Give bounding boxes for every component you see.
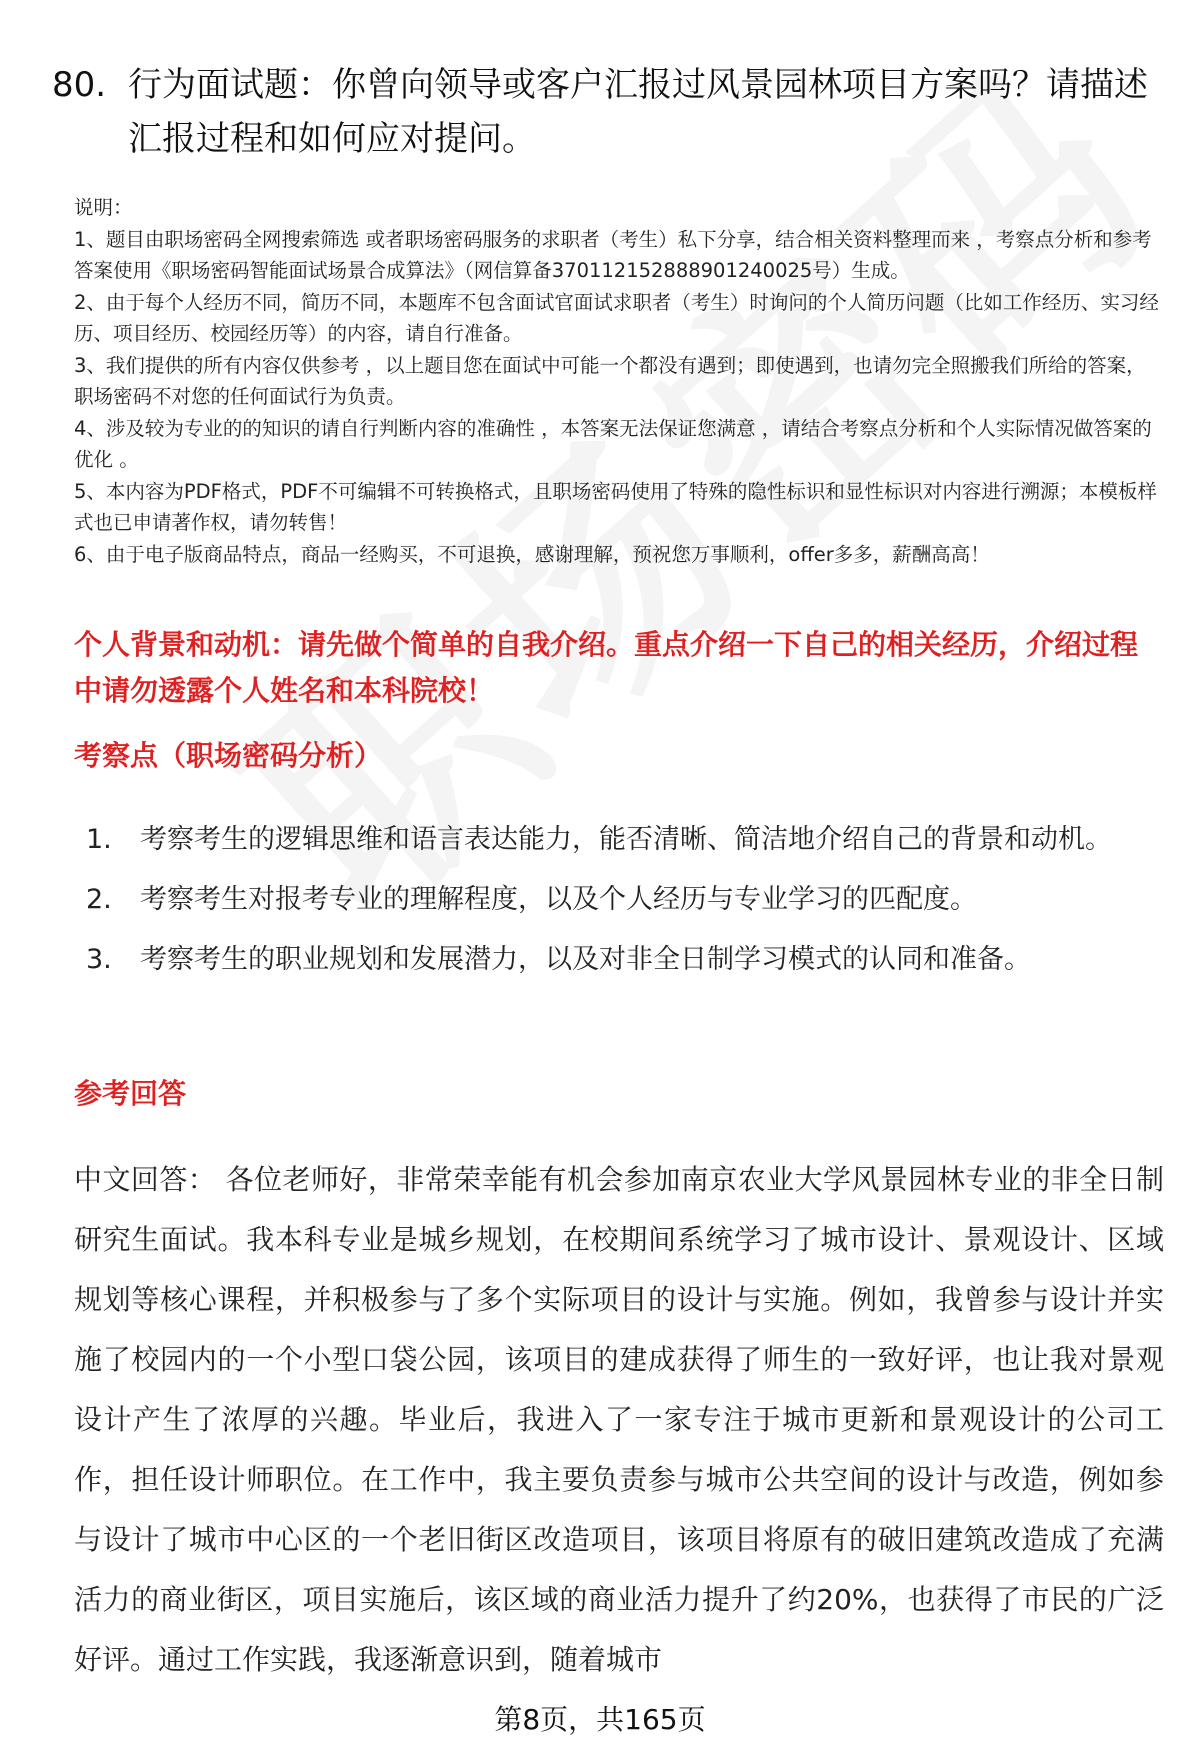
question-text: 行为面试题：你曾向领导或客户汇报过风景园林项目方案吗？请描述汇报过程和如何应对提问。	[128, 65, 1148, 159]
list-item	[74, 930, 1164, 990]
background-heading: 个人背景和动机：请先做个简单的自我介绍。重点介绍一下自己的相关经历，介绍过程中请勿透露个人姓名和本科院校！	[74, 628, 1139, 707]
notes-heading: 说明：	[74, 196, 133, 219]
question-title	[52, 58, 1152, 166]
reference-heading: 参考回答	[74, 1077, 187, 1110]
list-item-text: 考察考生的职业规划和发展潜力，以及对非全日制学习模式的认同和准备。	[140, 944, 1031, 975]
note-item: 1、题目由职场密码全网搜索筛选 或者职场密码服务的求职者（考生）私下分享，结合相关资料整理而来 ，考察点分析和参考答案使用《职场密码智能面试场景合成算法》（网信算备370112152888901240025号）生成。	[74, 227, 1152, 282]
list-item-number: 3.	[86, 944, 112, 975]
assessment-points	[74, 810, 1164, 990]
question-number: 80.	[52, 65, 107, 105]
list-item-text: 考察考生的逻辑思维和语言表达能力，能否清晰、简洁地介绍自己的背景和动机。	[140, 824, 1112, 855]
assessment-heading: 考察点（职场密码分析）	[74, 739, 383, 772]
list-item-number: 1.	[86, 824, 112, 855]
list-item	[74, 810, 1164, 870]
list-item-number: 2.	[86, 884, 112, 915]
list-item	[74, 870, 1164, 930]
notes-section	[74, 192, 1164, 570]
note-item: 5、本内容为PDF格式，PDF不可编辑不可转换格式，且职场密码使用了特殊的隐性标识和显性标识对内容进行溯源；本模板样式也已申请著作权，请勿转售！	[74, 479, 1157, 534]
note-item: 3、我们提供的所有内容仅供参考 ，以上题目您在面试中可能一个都没有遇到；即使遇到，也请勿完全照搬我们所给的答案，职场密码不对您的任何面试行为负责。	[74, 353, 1146, 408]
list-item-text: 考察考生对报考专业的理解程度，以及个人经历与专业学习的匹配度。	[140, 884, 977, 915]
note-item: 6、由于电子版商品特点，商品一经购买，不可退换，感谢理解，预祝您万事顺利，offer多多，薪酬高高！	[74, 542, 990, 566]
reference-answer: 中文回答： 各位老师好，非常荣幸能有机会参加南京农业大学风景园林专业的非全日制研究生面试。我本科专业是城乡规划，在校期间系统学习了城市设计、景观设计、区域规划等核心课程，并积极参与了多个实际项目的设计与实施。例如，我曾参与设计并实施了校园内的一个小型口袋公园，该项目的建成获得了师生的一致好评，也让我对景观设计产生了浓厚的兴趣。毕业后，我进入了一家专注于城市更新和景观设计的公司工作，担任设计师职位。在工作中，我主要负责参与城市公共空间的设计与改造，例如参与设计了城市中心区的一个老旧街区改造项目，该项目将原有的破旧建筑改造成了充满活力的商业街区，项目实施后，该区域的商业活力提升了约20%，也获得了市民的广泛好评。通过工作实践，我逐渐意识到，随着城市	[74, 1163, 1164, 1676]
note-item: 2、由于每个人经历不同，简历不同，本题库不包含面试官面试求职者（考生）时询问的个人简历问题（比如工作经历、实习经历、项目经历、校园经历等）的内容，请自行准备。	[74, 290, 1159, 345]
page-footer: 第8页，共165页	[494, 1703, 706, 1736]
note-item: 4、涉及较为专业的的知识的请自行判断内容的准确性 ，本答案无法保证您满意 ，请结合考察点分析和个人实际情况做答案的优化 。	[74, 416, 1152, 471]
